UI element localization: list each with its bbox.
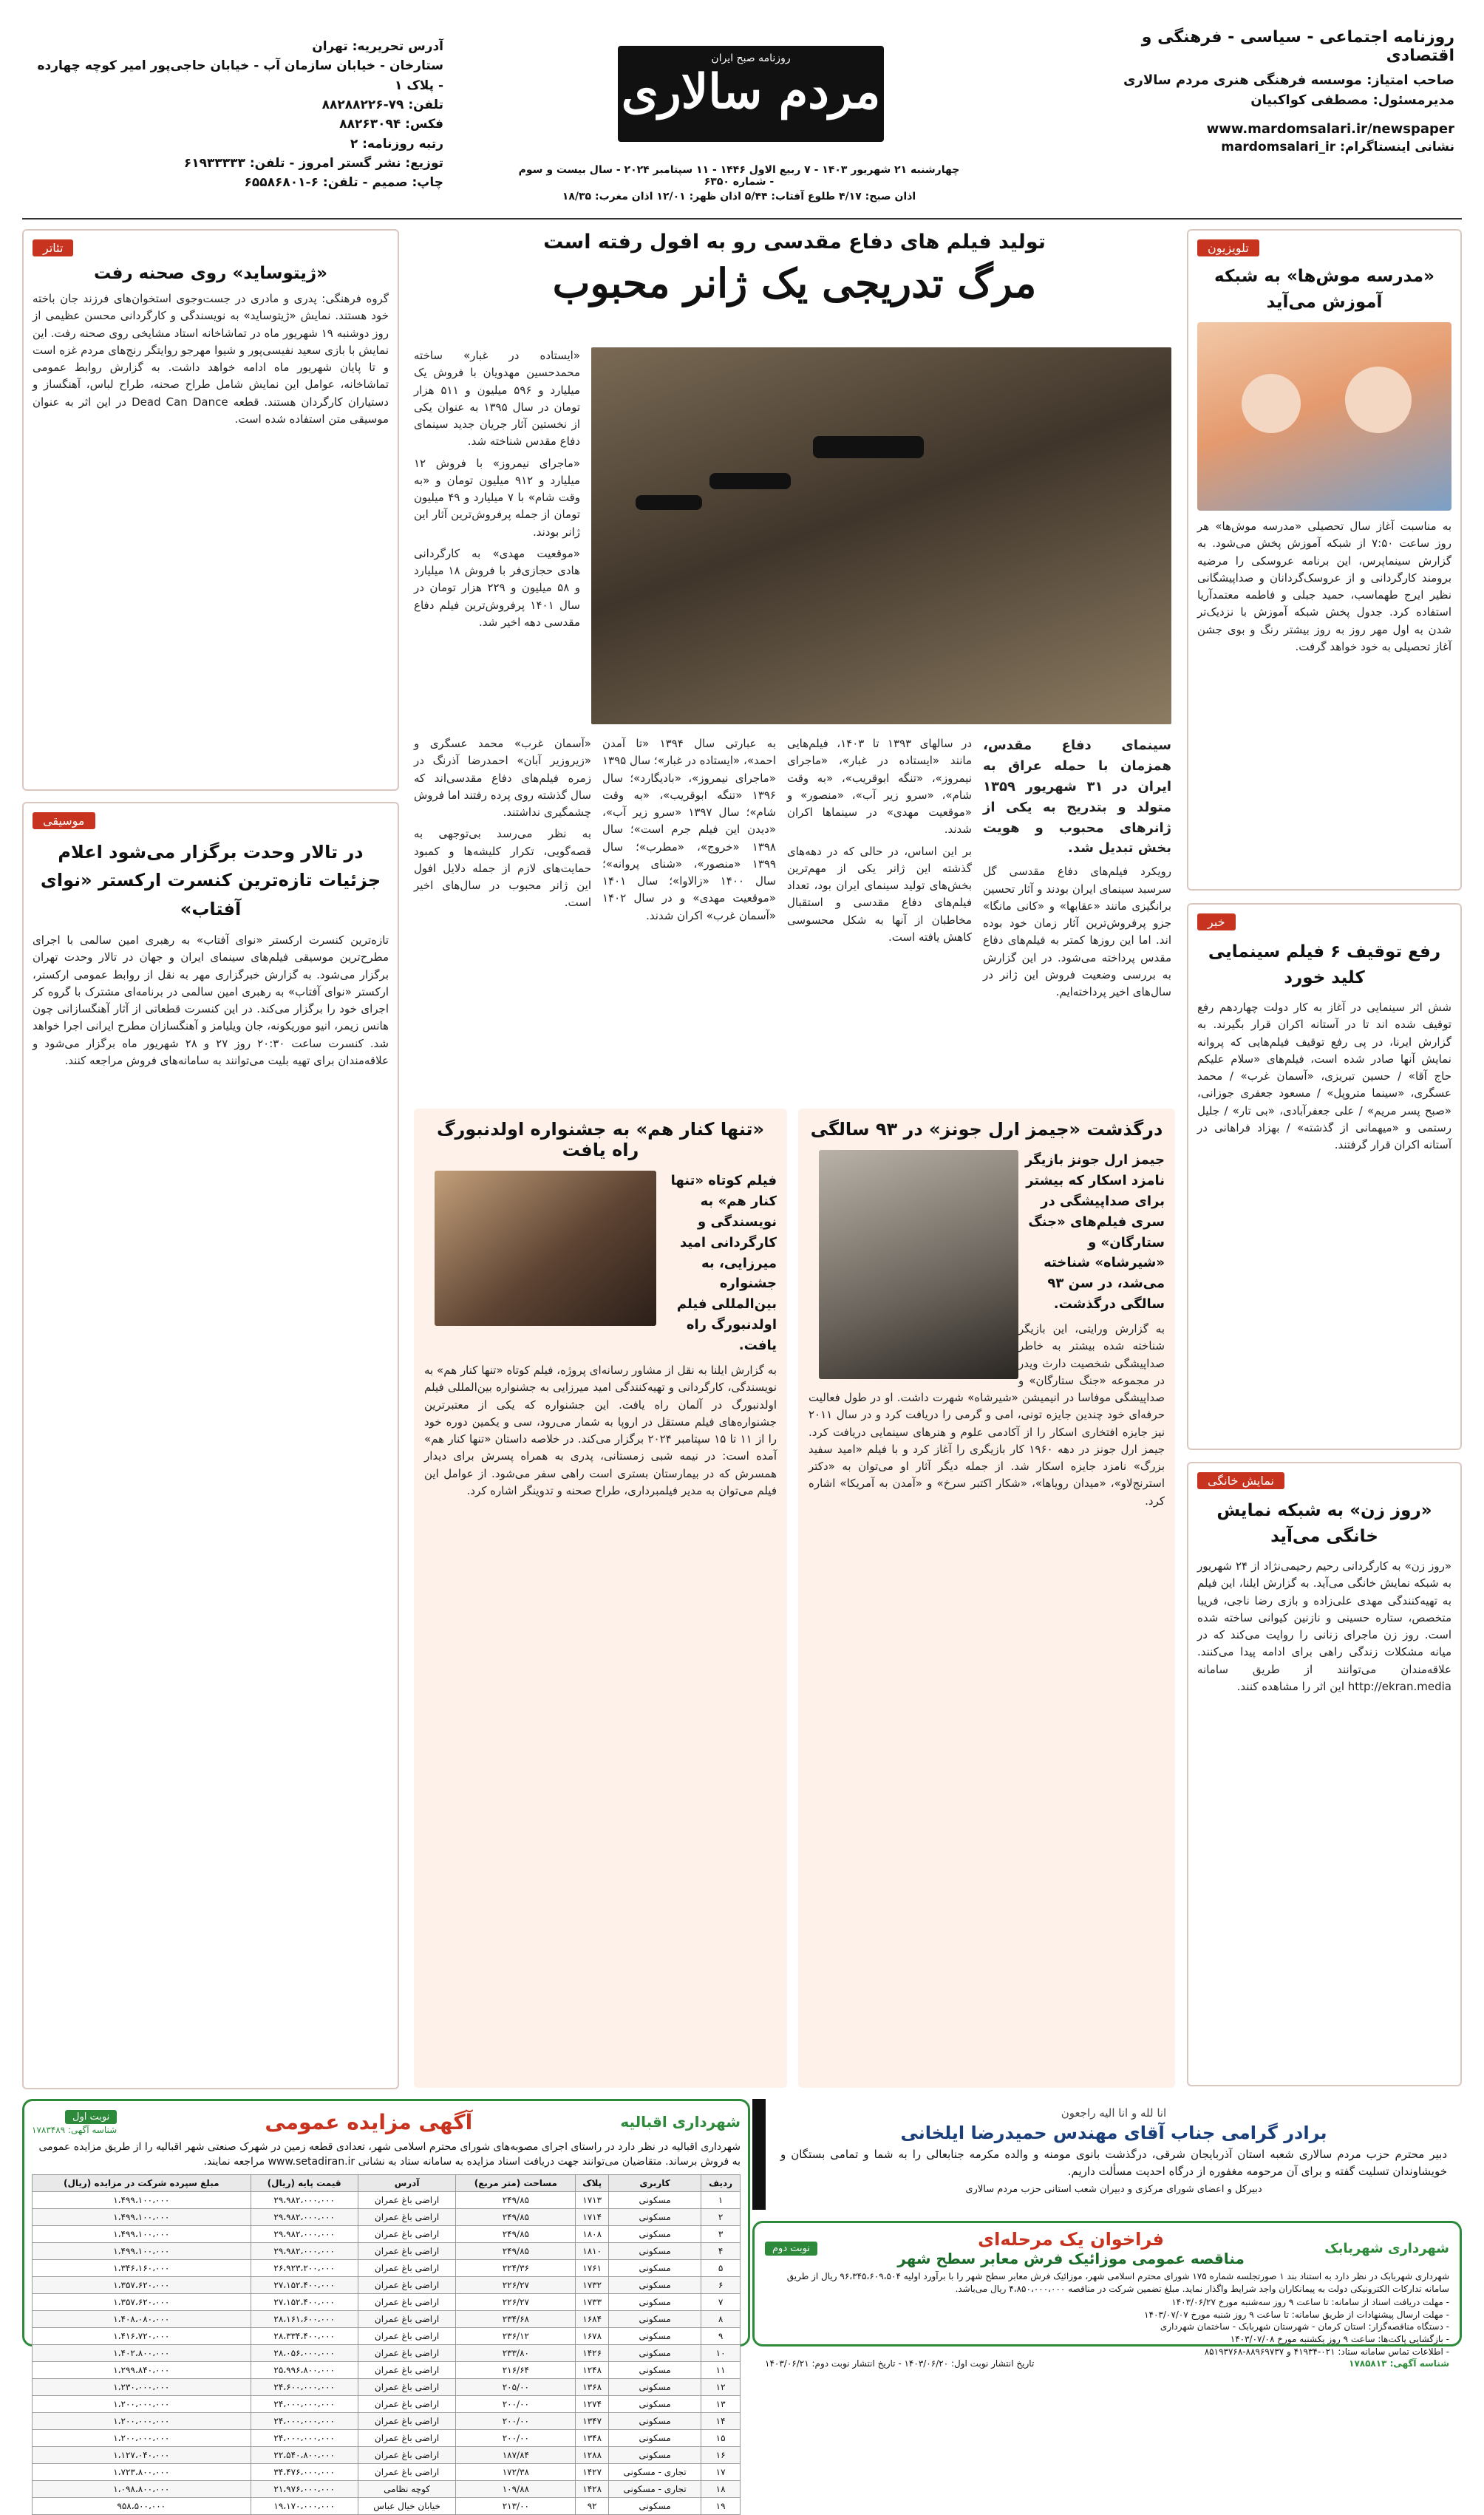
auction-header-cell: آدرس [358, 2174, 456, 2191]
tender-header [765, 2229, 1449, 2267]
table-cell: اراضی باغ عمران [358, 2259, 456, 2276]
music-box [22, 802, 399, 2089]
table-cell: ۱۷۲/۳۸ [456, 2463, 576, 2480]
tender-subtitle: مناقصه عمومی موزائیک فرش معابر سطح شهر [897, 2250, 1245, 2267]
main-paragraph: «ماجرای نیمروز» با فروش ۱۲ میلیارد و ۹۱۲ میلیون تومان و «به وقت شام» با ۷ میلیارد و ۴۹ میلیون تومان از جمله پرفروش‌ترین آثار این ژانر بودند. [414, 456, 581, 539]
kenar-story [414, 1109, 787, 2088]
auction-body: شهرداری اقبالیه در نظر دارد در راستای اجرای مصوبه‌های شورای محترم اسلامی شهر، تعدادی قطعه زمین در شهرک صنعتی شهر اقبالیه را از طریق مزایده عمومی به فروش برساند. متقاضیان می‌توانند جهت دریافت اسناد مزایده به سامانه ستاد به نشانی www.setadiran.ir مراجعه نمایند. [38, 2141, 741, 2168]
table-cell: ۳۴،۴۷۶،۰۰۰،۰۰۰ [251, 2463, 358, 2480]
table-cell: اراضی باغ عمران [358, 2310, 456, 2327]
table-cell: اراضی باغ عمران [358, 2378, 456, 2395]
table-cell: اراضی باغ عمران [358, 2344, 456, 2361]
auction-header-cell: مساحت (متر مربع) [456, 2174, 576, 2191]
paper-type: روزنامه اجتماعی - سیاسی - فرهنگی و اقتصادی [1141, 28, 1454, 65]
tender-badge: نوبت دوم [765, 2242, 817, 2256]
table-cell: ۱۸ [701, 2480, 741, 2497]
table-cell: ۲۰۰/۰۰ [456, 2395, 576, 2412]
table-cell: ۱۹ [701, 2497, 741, 2514]
tender-item: - بازگشایی پاکت‌ها: ساعت ۹ روز یکشنبه مورخ ۱۴۰۳/۰۷/۰۸ [1230, 2334, 1449, 2345]
table-cell: ۱۴۲۷ [576, 2463, 609, 2480]
table-cell: ۲۸،۰۵۶،۰۰۰،۰۰۰ [251, 2344, 358, 2361]
address-title: آدرس تحریریه: تهران [312, 39, 443, 54]
table-cell: مسکونی [608, 2191, 701, 2208]
table-cell: مسکونی [608, 2259, 701, 2276]
table-cell: مسکونی [608, 2293, 701, 2310]
main-paragraph: به عبارتی سال ۱۳۹۴ «تا آمدن احمد»، «ایستاده در غبار»؛ سال ۱۳۹۵ «ماجرای نیمروز»، «بادیگارد»؛ سال ۱۳۹۶ «تنگه ابوقریب»، «به وقت شام»؛ سال ۱۳۹۷ «سرو زیر آب»، «دیدن این فیلم جرم است»؛ سال ۱۳۹۸ «خروج»، «مطرب»؛ سال ۱۳۹۹ «منصور»، «شنای پروانه»؛ سال ۱۴۰۰ «زالاوا»؛ سال ۱۴۰۱ «موقعیت مهدی» و در سال ۱۴۰۲ «آسمان غرب» اکران شدند. [602, 737, 776, 922]
table-cell: ۲ [701, 2208, 741, 2225]
table-row [33, 2293, 741, 2310]
main-col-d [602, 735, 776, 1097]
table-row [33, 2446, 741, 2463]
license-holder: صاحب امتیاز: موسسه فرهنگی هنری مردم سالاری [1123, 72, 1454, 88]
tender-org: شهرداری شهربابک [1324, 2240, 1449, 2256]
tender-items [765, 2296, 1449, 2358]
table-cell: ۹۲ [576, 2497, 609, 2514]
table-cell: اراضی باغ عمران [358, 2208, 456, 2225]
table-cell: ۱۸۷/۸۴ [456, 2446, 576, 2463]
phone: تلفن: ۷۹-۸۸۲۸۸۲۲۶ [321, 98, 443, 113]
main-paragraph: «آسمان غرب» محمد عسگری و «زیروزیر آبان» احمدرضا آذرنگ در زمره فیلم‌های دفاع مقدسی‌اند که سال گذشته روی پرده رفتند اما فروش چشمگیری نداشتند. [414, 737, 591, 819]
table-cell: ۱،۲۳۰،۰۰۰،۰۰۰ [33, 2378, 251, 2395]
tv-box [1187, 229, 1462, 891]
auction-table-header [33, 2174, 741, 2191]
table-cell: ۱۳۴۸ [576, 2429, 609, 2446]
table-cell: ۱،۴۱۶،۷۲۰،۰۰۰ [33, 2327, 251, 2344]
auction-ad [22, 2099, 750, 2511]
table-cell: ۲۳۳/۸۰ [456, 2344, 576, 2361]
table-cell: ۱،۳۴۶،۱۶۰،۰۰۰ [33, 2259, 251, 2276]
table-cell: ۲۹،۹۸۲،۰۰۰،۰۰۰ [251, 2242, 358, 2259]
main-paragraph: بر این اساس، در حالی که در دهه‌های گذشته این ژانر یکی از مهم‌ترین بخش‌های تولید سینمای ایران بود، تعداد فیلم‌های دفاع مقدسی و استقبال مخاطبان از آنها به شکل محسوسی کاهش یافته است. [787, 844, 972, 944]
table-row [33, 2225, 741, 2242]
table-cell: ۱۴۲۶ [576, 2344, 609, 2361]
table-row [33, 2242, 741, 2259]
table-cell: ۲۹،۹۸۲،۰۰۰،۰۰۰ [251, 2225, 358, 2242]
table-cell: مسکونی [608, 2344, 701, 2361]
trend-title: «ژیتوساید» روی صحنه رفت [93, 264, 327, 283]
table-cell: ۱،۳۵۷،۶۲۰،۰۰۰ [33, 2293, 251, 2310]
table-cell: ۷ [701, 2293, 741, 2310]
table-cell: ۶ [701, 2276, 741, 2293]
james-earl-jones-photo [819, 1150, 1018, 1379]
jones-story [798, 1109, 1175, 2088]
table-cell: خیابان خیال عباس [358, 2497, 456, 2514]
condolence-small: انا لله و انا الیه راجعون [1061, 2106, 1167, 2120]
table-cell: ۹ [701, 2327, 741, 2344]
theater-title: «روز زن» به شبکه نمایش خانگی می‌آید [1216, 1501, 1432, 1546]
table-cell: ۱ [701, 2191, 741, 2208]
table-cell: ۱۶ [701, 2446, 741, 2463]
table-cell: ۱۲۸۸ [576, 2446, 609, 2463]
table-cell: ۱،۴۰۲،۸۰۰،۰۰۰ [33, 2344, 251, 2361]
tender-ad [752, 2221, 1462, 2369]
table-cell: ۲۴،۰۰۰،۰۰۰،۰۰۰ [251, 2395, 358, 2412]
table-cell: ۲۱،۹۷۶،۰۰۰،۰۰۰ [251, 2480, 358, 2497]
auction-header-cell: پلاک [576, 2174, 609, 2191]
kenar-body: به گزارش ایلنا به نقل از مشاور رسانه‌ای پروژه، فیلم کوتاه «تنها کنار هم» به نویسندگی، کارگردانی و تهیه‌کنندگی امید میرزایی به جشنواره بین‌المللی فیلم اولدنبورگ در آلمان راه یافت. این جشنواره که یکی از معتبرترین جشنواره‌های فیلم مستقل در اروپا به شمار می‌رود، سی و یکمین دوره خود را از ۱۱ تا ۱۵ سپتامبر ۲۰۲۴ برگزار می‌کند. در خلاصه داستان «تنها کنار هم» آمده است: در نیمه شبی زمستانی، پدری به همراه پسرش برای دیدار همسرش که در بیمارستان بستری است راهی سفر می‌شود. از عوامل این فیلم می‌توان به مدیر فیلمبرداری، طراح صحنه و تدوینگر اشاره کرد. [424, 1364, 777, 1497]
table-cell: ۲۶،۹۲۳،۲۰۰،۰۰۰ [251, 2259, 358, 2276]
newspaper-logo: مردم سالاری [621, 64, 881, 120]
table-cell: مسکونی [608, 2225, 701, 2242]
table-cell: تجاری - مسکونی [608, 2463, 701, 2480]
table-cell: ۱۶۸۴ [576, 2310, 609, 2327]
table-cell: ۲۵،۹۹۶،۸۰۰،۰۰۰ [251, 2361, 358, 2378]
auction-header-cell: قیمت پایه (ریال) [251, 2174, 358, 2191]
table-cell: اراضی باغ عمران [358, 2191, 456, 2208]
table-cell: مسکونی [608, 2327, 701, 2344]
table-cell: ۲۰۰/۰۰ [456, 2429, 576, 2446]
tender-title: فراخوان یک مرحله‌ای [978, 2229, 1165, 2250]
masthead-divider [22, 218, 1462, 219]
table-cell: ۱،۴۰۸،۰۸۰،۰۰۰ [33, 2310, 251, 2327]
jones-body: به گزارش ورایتی، این بازیگر شناخته شده بیشتر به خاطر صداپیشگی شخصیت دارث ویدر در مجموعه «جنگ ستارگان» و صداپیشگی موفاسا در انیمیشن «شیرشاه» شهرت داشت. او در طول فعالیت حرفه‌ای خود چندین جایزه تونی، امی و گرمی را دریافت کرد و در سال ۲۰۱۱ نیز جایزه افتخاری اسکار را از آکادمی علوم و هنرهای سینمایی دریافت کرد. جیمز ارل جونز در دهه ۱۹۶۰ کار بازیگری را آغاز کرد و با فیلم «امید سفید بزرگ» نامزد جایزه اسکار شد. از جمله دیگر آثار او می‌توان به «دکتر استرنج‌لاو»، «میدان رویاها»، «شکار اکتبر سرخ» و «آمدن به آمریکا» اشاره کرد. [809, 1322, 1165, 1508]
table-cell: ۱۰۹/۸۸ [456, 2480, 576, 2497]
table-cell: ۱،۲۰۰،۰۰۰،۰۰۰ [33, 2395, 251, 2412]
jones-lead: جیمز ارل جونز بازیگر نامزد اسکار که بیشتر برای صداپیشگی در سری فیلم‌های «جنگ ستارگان» و «شیرشاه» شناخته می‌شد، در سن ۹۳ سالگی درگذشت. [1024, 1152, 1165, 1313]
tv-body: به مناسبت آغاز سال تحصیلی «مدرسه موش‌ها» هر روز ساعت ۷:۵۰ از شبکه آموزش پخش می‌شود. به گزارش سینماپرس، این برنامه عروسکی را مرضیه برومند کارگردانی و از عروسک‌گردانان و صداپیشگانی نظیر ایرج طهماسب، حمید جبلی و فاطمه معتمدآریا استفاده کرد. جدول پخش شبکه آموزش با نزدیک‌تر شدن به اول مهر روز به روز بیشتر رنگ و بوی جشن آغاز تحصیلی به خود خواهد گرفت. [1197, 520, 1451, 653]
table-cell: ۲۲۶/۲۷ [456, 2276, 576, 2293]
main-paragraph: رویکرد فیلم‌های دفاع مقدسی گل سرسبد سینمای ایران بودند و آثار تحسین برانگیزی مانند «عقابها» و «کانی مانگا» جزو پرفروش‌ترین آثار زمان خود بوده اند. اما این روزها کمتر به فیلم‌های دفاع مقدس پرداخته می‌شود. در این گزارش به بررسی وضعیت فروش این ژانر در سال‌های اخیر پرداخته‌ایم. [983, 865, 1171, 999]
tender-dates: تاریخ انتشار نوبت اول: ۱۴۰۳/۰۶/۲۰ - تاریخ انتشار نوبت دوم: ۱۴۰۳/۰۶/۲۱ [765, 2358, 1035, 2369]
table-cell: ۱۷۳۳ [576, 2293, 609, 2310]
table-row [33, 2344, 741, 2361]
music-title: در تالار وحدت برگزار می‌شود اعلام جزئیات تازه‌ترین کنسرت ارکستر «نوای آفتاب» [40, 842, 381, 919]
jones-title: درگذشت «جیمز ارل جونز» در ۹۳ سالگی [810, 1119, 1163, 1140]
table-cell: تجاری - مسکونی [608, 2480, 701, 2497]
main-lead: سینمای دفاع مقدس، همزمان با حمله عراق به ایران در ۳۱ شهریور ۱۳۵۹ متولد و بتدریج به یکی از ژانرهای محبوب و هویت بخش تبدیل شد. [983, 738, 1171, 857]
table-cell: ۱۹،۱۷۰،۰۰۰،۰۰۰ [251, 2497, 358, 2514]
table-cell: کوچه نظامی [358, 2480, 456, 2497]
main-col-b [983, 735, 1171, 1097]
main-col-c [787, 735, 972, 1097]
tv-tag: تلویزیون [1197, 239, 1259, 256]
table-cell: اراضی باغ عمران [358, 2412, 456, 2429]
address: ستارخان - خیابان سازمان آب - خیابان حاجی‌پور امیر کوچه چهارده - پلاک ۱ [37, 58, 443, 93]
table-row [33, 2412, 741, 2429]
table-cell: ۱۳ [701, 2395, 741, 2412]
news-tag: خبر [1197, 913, 1236, 930]
news-title: رفع توقیف ۶ فیلم سینمایی کلید خورد [1208, 942, 1441, 987]
issue-line [517, 164, 961, 203]
table-cell: ۲۹،۹۸۲،۰۰۰،۰۰۰ [251, 2191, 358, 2208]
table-cell: مسکونی [608, 2276, 701, 2293]
printing: چاپ: صمیم - تلفن: ۶-۶۵۵۸۶۸۰۱ [244, 175, 443, 191]
table-cell: مسکونی [608, 2395, 701, 2412]
main-headline: مرگ تدریجی یک ژانر محبوب [552, 259, 1037, 307]
table-cell: اراضی باغ عمران [358, 2463, 456, 2480]
condolence-sign: دبیرکل و اعضای شورای مرکزی و دبیران شعب استانی حزب مردم سالاری [965, 2183, 1262, 2195]
table-cell: ۲۱۳/۰۰ [456, 2497, 576, 2514]
table-row [33, 2378, 741, 2395]
logo-slogan: روزنامه صبح ایران [711, 52, 791, 64]
tender-footer [765, 2358, 1449, 2369]
table-row [33, 2497, 741, 2514]
table-cell: اراضی باغ عمران [358, 2429, 456, 2446]
table-cell: ۱۷۶۱ [576, 2259, 609, 2276]
kenar-lead: فیلم کوتاه «تنها کنار هم» به نویسندگی و کارگردانی امید میرزایی، به جشنواره بین‌المللی فیلم اولدنبورگ راه یافت. [670, 1173, 777, 1354]
distribution: توزیع: نشر گستر امروز - تلفن: ۶۱۹۳۳۳۳۳ [183, 156, 443, 171]
tender-id: شناسه آگهی: ۱۷۸۵۸۱۳ [1349, 2358, 1449, 2369]
table-cell: ۹۵۸،۵۰۰،۰۰۰ [33, 2497, 251, 2514]
table-cell: اراضی باغ عمران [358, 2225, 456, 2242]
table-cell: ۲۴۹/۸۵ [456, 2225, 576, 2242]
auction-header [32, 2109, 741, 2135]
condolence-title: برادر گرامی جناب آقای مهندس حمیدرضا ایلخانی [900, 2123, 1327, 2143]
kenar-film-still [435, 1171, 656, 1326]
table-cell: ۱،۰۹۸،۸۰۰،۰۰۰ [33, 2480, 251, 2497]
table-cell: ۱،۱۲۷،۰۴۰،۰۰۰ [33, 2446, 251, 2463]
table-cell: مسکونی [608, 2497, 701, 2514]
kenar-title: «تنها کنار هم» به جشنواره اولدنبورگ راه یافت [436, 1119, 765, 1160]
table-cell: ۱۷۳۲ [576, 2276, 609, 2293]
table-cell: ۲۸،۱۶۱،۶۰۰،۰۰۰ [251, 2310, 358, 2327]
issue-date: چهارشنبه ۲۱ شهریور ۱۴۰۳ - ۷ ربیع الاول ۱۴۴۶ - ۱۱ سپتامبر ۲۰۲۴ - سال بیست و سوم - شماره ۶۳۵۰ [518, 164, 960, 188]
table-cell: ۲۴۹/۸۵ [456, 2242, 576, 2259]
table-cell: ۱۶۷۸ [576, 2327, 609, 2344]
table-cell: ۲۲،۵۴۰،۸۰۰،۰۰۰ [251, 2446, 358, 2463]
main-paragraph: به نظر می‌رسد بی‌توجهی به قصه‌گویی، تکرار کلیشه‌ها و کمبود حمایت‌های لازم از جمله دلایل افول این ژانر محبوب در سال‌های اخیر است. [414, 827, 591, 910]
table-cell: مسکونی [608, 2429, 701, 2446]
tender-item: - اطلاعات تماس سامانه ستاد: ۰۲۱-۴۱۹۳۴ و ۸۸۹۶۹۷۳۷-۸۵۱۹۳۷۶۸ [1204, 2346, 1449, 2357]
table-cell: مسکونی [608, 2208, 701, 2225]
main-paragraph: «موقعیت مهدی» به کارگردانی هادی حجازی‌فر با فروش ۱۸ میلیارد و ۵۸ میلیون و ۲۲۹ هزار تومان در سال ۱۴۰۱ پرفروش‌ترین فیلم دفاع مقدسی دهه اخیر شد. [414, 546, 580, 629]
table-cell: مسکونی [608, 2446, 701, 2463]
music-tag: موسیقی [33, 812, 95, 829]
table-cell: ۳ [701, 2225, 741, 2242]
table-row [33, 2463, 741, 2480]
news-body: شش اثر سینمایی در آغاز به کار دولت چهاردهم رفع توقیف شده اند تا در آستانه اکران قرار بگیرند. به گزارش ایرنا، در پی رفع توقیف فیلم‌هایی که پروانه نمایش آنها صادر شده است، فیلم‌های «سلام علیکم حاج آقا» / حسین تبریزی، «آسمان غرب» / محمد عسگری، «سینما متروپل» / مسعود جعفری جوزانی، «صبح پسر مریم» / علی جعفرآبادی، «بی تار» / جلیل رستمی و «میهمانی از گذشته» / بهزاد فراهانی در آستانه اکران قرار گرفتند. [1197, 1001, 1451, 1151]
table-cell: ۲۴،۰۰۰،۰۰۰،۰۰۰ [251, 2429, 358, 2446]
table-row [33, 2310, 741, 2327]
auction-id: شناسه آگهی: ۱۷۸۳۴۸۹ [32, 2125, 118, 2135]
table-cell: ۱۸۱۰ [576, 2242, 609, 2259]
table-cell: اراضی باغ عمران [358, 2242, 456, 2259]
table-cell: ۱۴۲۸ [576, 2480, 609, 2497]
tender-item: - مهلت دریافت اسناد از سامانه: تا ساعت ۹ روز سه‌شنبه مورخ ۱۴۰۳/۰۶/۲۷ [1171, 2296, 1449, 2307]
auction-header-cell: ردیف [701, 2174, 741, 2191]
auction-table [32, 2174, 741, 2515]
masthead-info-right [1070, 28, 1454, 157]
table-cell: ۲۴۹/۸۵ [456, 2191, 576, 2208]
table-row [33, 2276, 741, 2293]
instagram-handle[interactable]: نشانی اینستاگرام: mardomsalari_ir [1221, 140, 1454, 154]
table-cell: ۱۷ [701, 2463, 741, 2480]
table-row [33, 2208, 741, 2225]
auction-title: آگهی مزایده عمومی [265, 2109, 473, 2134]
auction-header-cell: مبلغ سپرده شرکت در مزایده (ریال) [33, 2174, 251, 2191]
table-cell: ۲۴،۶۰۰،۰۰۰،۰۰۰ [251, 2378, 358, 2395]
trend-body: گروه فرهنگی: پدری و مادری در جست‌وجوی استخوان‌های فرزند جان باخته خود هستند. نمایش «ژیتوساید» به نویسندگی و کارگردانی محسن عظیمی از روز دوشنبه ۱۹ شهریور ماه در تماشاخانه استاد مشایخی روی صحنه رفت. این نمایش با بازی سعید نفیسی‌پور و شیوا مهرجو روایتگر رنج‌های مردم غزه است و تا پایان شهریور ماه ادامه خواهد داشت. به گزارش روابط عمومی تماشاخانه، عوامل این نمایش شامل طراح صحنه، طراح لباس، آهنگساز و دستیاران کارگردان هستند. قطعه Dead Can Dance در این اثر به عنوان موسیقی متن استفاده شده است. [33, 292, 389, 426]
table-cell: ۲۲۴/۳۶ [456, 2259, 576, 2276]
tender-item: - دستگاه مناقصه‌گزار: استان کرمان - شهرستان شهربابک - ساختمان شهرداری [1160, 2321, 1449, 2332]
masthead-info-left [30, 37, 443, 200]
table-cell: ۲۸،۳۳۴،۴۰۰،۰۰۰ [251, 2327, 358, 2344]
table-cell: ۱،۲۰۰،۰۰۰،۰۰۰ [33, 2412, 251, 2429]
theater-body: «روز زن» به کارگردانی رحیم رحیمی‌نژاد از ۲۴ شهریور به شبکه نمایش خانگی می‌آید. به گزارش ایلنا، این فیلم به تهیه‌کنندگی مهدی علی‌زاده و بازی رضا ناجی، فریبا متخصص، ستاره حسینی و نازنین کیوانی ساخته شده است. روز زن ماجرای زنانی را روایت می‌کند که در میانه مشکلات زندگی راهی برای ادامه پیدا می‌کنند. علاقه‌مندان می‌توانند از طریق سامانه http://ekran.media این اثر را مشاهده کنند. [1197, 1559, 1451, 1693]
table-cell: ۱،۷۲۳،۸۰۰،۰۰۰ [33, 2463, 251, 2480]
table-cell: ۵ [701, 2259, 741, 2276]
news-box [1187, 903, 1462, 1450]
table-row [33, 2259, 741, 2276]
table-cell: ۲۲۶/۲۷ [456, 2293, 576, 2310]
trend-tag: تئاتر [33, 239, 73, 256]
table-cell: ۲۷،۱۵۲،۴۰۰،۰۰۰ [251, 2293, 358, 2310]
table-cell: ۲۴،۰۰۰،۰۰۰،۰۰۰ [251, 2412, 358, 2429]
table-row [33, 2429, 741, 2446]
theater-box [1187, 1462, 1462, 2086]
table-cell: اراضی باغ عمران [358, 2293, 456, 2310]
table-cell: اراضی باغ عمران [358, 2327, 456, 2344]
main-paragraph: «ایستاده در غبار» ساخته محمدحسین مهدویان با فروش یک میلیارد و ۵۹۶ میلیون و ۵۱۱ هزار تومان در سال ۱۳۹۵ به عنوان یکی از نخستین آثار جریان جدید سینمای دفاع مقدس شناخته شد. [414, 349, 581, 449]
logo-box [618, 46, 884, 142]
table-cell: ۲۰۵/۰۰ [456, 2378, 576, 2395]
table-cell: ۱۱ [701, 2361, 741, 2378]
mouse-school-photo [1197, 322, 1451, 511]
table-cell: اراضی باغ عمران [358, 2276, 456, 2293]
table-cell: مسکونی [608, 2412, 701, 2429]
table-cell: مسکونی [608, 2310, 701, 2327]
table-cell: مسکونی [608, 2361, 701, 2378]
main-head [414, 231, 1175, 307]
website-link[interactable]: www.mardomsalari.ir/newspaper [1206, 121, 1454, 137]
table-row [33, 2191, 741, 2208]
trend-box [22, 229, 399, 791]
condolence-body: دبیر محترم حزب مردم سالاری شعبه استان آذربایجان شرقی، درگذشت بانوی مومنه و والده مکرمه جنابعالی را به شما و تمامی بستگان و خویشاوندان تسلیت گفته و برای آن مرحومه مغفوره از درگاه احدیت مسألت داریم. [780, 2148, 1447, 2179]
managing-director: مدیرمسئول: مصطفی کواکبیان [1250, 92, 1454, 108]
table-cell: ۱،۴۹۹،۱۰۰،۰۰۰ [33, 2225, 251, 2242]
table-cell: ۲۹،۹۸۲،۰۰۰،۰۰۰ [251, 2208, 358, 2225]
main-kicker: تولید فیلم های دفاع مقدسی رو به افول رفته است [543, 231, 1046, 253]
theater-tag: نمایش خانگی [1197, 1472, 1284, 1489]
table-cell: ۲۴۹/۸۵ [456, 2208, 576, 2225]
auction-badge: نوبت اول [65, 2110, 117, 2124]
table-cell: ۱۲۴۸ [576, 2361, 609, 2378]
table-cell: ۱۳۴۷ [576, 2412, 609, 2429]
table-cell: ۱۷۱۳ [576, 2191, 609, 2208]
table-cell: ۱۵ [701, 2429, 741, 2446]
auction-org: شهرداری اقبالیه [620, 2113, 741, 2131]
table-cell: ۱،۲۹۹،۸۴۰،۰۰۰ [33, 2361, 251, 2378]
table-cell: ۴ [701, 2242, 741, 2259]
table-cell: ۸ [701, 2310, 741, 2327]
table-cell: ۱۷۱۴ [576, 2208, 609, 2225]
table-cell: ۱،۲۰۰،۰۰۰،۰۰۰ [33, 2429, 251, 2446]
main-photo [591, 347, 1171, 724]
table-row [33, 2395, 741, 2412]
fax: فکس: ۸۸۲۶۳۰۹۴ [339, 117, 443, 132]
table-cell: ۱،۴۹۹،۱۰۰،۰۰۰ [33, 2208, 251, 2225]
condolence-ad [752, 2099, 1462, 2210]
table-cell: ۲۷،۱۵۲،۴۰۰،۰۰۰ [251, 2276, 358, 2293]
table-cell: اراضی باغ عمران [358, 2446, 456, 2463]
table-row [33, 2361, 741, 2378]
table-cell: اراضی باغ عمران [358, 2361, 456, 2378]
main-paragraph: در سالهای ۱۳۹۳ تا ۱۴۰۳، فیلم‌هایی مانند «ایستاده در غبار»، «ماجرای نیمروز»، «تنگه ابوقریب»، «به وقت شام»، «سرو زیر آب»، «منصور» و «موقعیت مهدی» در سینماها اکران شدند. [787, 737, 972, 837]
table-cell: مسکونی [608, 2378, 701, 2395]
table-cell: ۱۳۶۸ [576, 2378, 609, 2395]
table-cell: ۱،۴۹۹،۱۰۰،۰۰۰ [33, 2242, 251, 2259]
table-row [33, 2327, 741, 2344]
table-cell: ۱،۳۵۷،۶۲۰،۰۰۰ [33, 2276, 251, 2293]
tender-item: - مهلت ارسال پیشنهادات از طریق سامانه: تا ساعت ۹ روز شنبه مورخ ۱۴۰۳/۰۷/۰۷ [1144, 2309, 1449, 2320]
table-row [33, 2480, 741, 2497]
table-cell: ۲۰۰/۰۰ [456, 2412, 576, 2429]
table-cell: ۲۳۶/۱۲ [456, 2327, 576, 2344]
table-cell: ۲۱۶/۶۴ [456, 2361, 576, 2378]
table-cell: ۱۰ [701, 2344, 741, 2361]
music-body: تازه‌ترین کنسرت ارکستر «نوای آفتاب» به رهبری امین سالمی با اجرای مطرح‌ترین موسیقی فیلم‌های سینمای ایران و جهان در تالار وحدت تهران برگزار می‌شود. به گزارش خبرگزاری مهر به نقل از روابط عمومی ارکستر، ارکستر «نوای آفتاب» به رهبری امین سالمی در برنامه‌ای مشترک با گروه کر اجرای خود را برگزار می‌کند. در این کنسرت قطعاتی از آثار آهنگسازانی چون هانس زیمر، انیو موریکونه، جان ویلیامز و آهنگسازان مطرح ایرانی اجرا خواهد شد. کنسرت ساعت ۲۰:۳۰ روز ۲۷ و ۲۸ شهریور ماه برگزار می‌شود و علاقه‌مندان برای تهیه بلیت می‌توانند به سامانه‌های فروش مراجعه کنند. [33, 933, 389, 1067]
tender-body: شهرداری شهربابک در نظر دارد به استناد بند ۱ صورتجلسه شماره ۱۷۵ شورای محترم اسلامی شهر، موزائیک فرش معابر سطح شهر را با برآورد اولیه ۹۶،۳۴۵،۶۰۹،۵۰۴ ریال از طریق سامانه تدارکات الکترونیکی دولت به پیمانکاران واجد شرایط واگذار نماید. مبلغ تضمین شرکت در مناقصه ۴،۸۵۰،۰۰۰،۰۰۰ ریال می‌باشد. [786, 2271, 1449, 2295]
table-cell: ۱۲ [701, 2378, 741, 2395]
table-cell: مسکونی [608, 2242, 701, 2259]
table-cell: ۱۴ [701, 2412, 741, 2429]
editor-rank: رتبه روزنامه: ۲ [350, 136, 443, 152]
table-cell: ۱،۴۹۹،۱۰۰،۰۰۰ [33, 2191, 251, 2208]
main-col-e [414, 735, 591, 1097]
table-cell: ۱۲۷۴ [576, 2395, 609, 2412]
auction-table-body [33, 2191, 741, 2514]
main-col-a [414, 347, 580, 721]
table-cell: ۲۳۴/۶۸ [456, 2310, 576, 2327]
auction-header-cell: کاربری [608, 2174, 701, 2191]
table-cell: اراضی باغ عمران [358, 2395, 456, 2412]
tv-title: «مدرسه موش‌ها» به شبکه آموزش می‌آید [1214, 267, 1434, 312]
prayer-times: اذان صبح: ۴/۱۷ طلوع آفتاب: ۵/۴۴ اذان ظهر: ۱۲/۰۱ اذان مغرب: ۱۸/۳۵ [562, 191, 916, 203]
table-cell: ۱۸۰۸ [576, 2225, 609, 2242]
